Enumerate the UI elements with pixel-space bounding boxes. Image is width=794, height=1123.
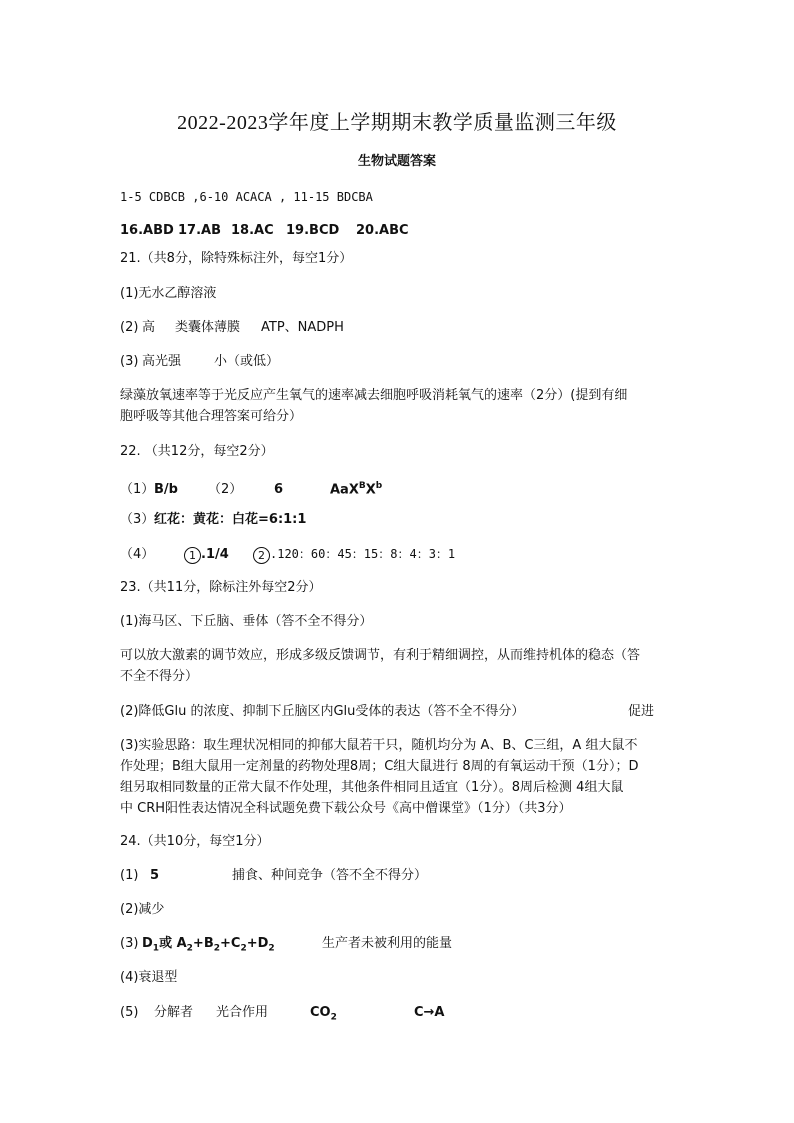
q22-answer-4: （4） 1 .1/4 2 .120：60：45：15：8：4：3：1: [120, 547, 456, 562]
q22-answer-3: （3）红花：黄花：白花=6:1:1: [120, 512, 307, 527]
q23-explanation-line-1: 可以放大激素的调节效应，形成多级反馈调节，有利于精细调控，从而维持机体的稳态（答: [120, 648, 641, 663]
page-subtitle: 生物试题答案: [357, 154, 436, 169]
genotype: $AaX^BX^b$: [330, 481, 383, 498]
q23-answer-3-line-3: 组另取相同数量的正常大鼠不作处理，其他条件相同且适宜（1分）。8周后检测 4组大鼠: [120, 780, 624, 795]
q23-answer-2: (2)降低Glu 的浓度、抑制下丘脑区内Glu受体的表达（答不全不得分） 促进: [120, 704, 655, 719]
q21-header: 21.（共8分，除特殊标注外，每空1分）: [120, 251, 353, 266]
q21-answer-1: (1)无水乙醇溶液: [120, 286, 217, 301]
mc-item: 19.BCD: [286, 223, 340, 238]
mc-answers-1-15: 1-5 CDBCB ,6-10 ACACA , 11-15 BDCBA: [120, 190, 373, 204]
q21-answer-3: (3) 高光强 小（或低）: [120, 354, 280, 369]
mc-item: 18.AC: [231, 223, 274, 238]
q23-answer-3-line-1: (3)实验思路：取生理状况相同的抑郁大鼠若干只，随机均分为 A、B、C三组，A 组大鼠不: [120, 738, 638, 753]
q22-answer-1: （1）B/b （2） 6 $AaX^BX^b$: [120, 477, 382, 499]
mc-item: 16.ABD: [120, 223, 174, 238]
q24-answer-1: (1) 5 捕食、种间竞争（答不全不得分）: [120, 868, 428, 883]
q23-answer-1: (1)海马区、下丘脑、垂体（答不全不得分）: [120, 614, 373, 629]
page-title: 2022-2023学年度上学期期末教学质量监测三年级: [177, 112, 617, 134]
q23-answer-3-line-4: 中 CRH阳性表达情况全科试题免费下载公众号《高中僧课堂》（1分）（共3分）: [120, 801, 572, 816]
q24-answer-3: (3) $D_1$或 $A_2+B_2+C_2+D_2$ 生产者未被利用的能量: [120, 935, 452, 958]
q21-explanation-line-1: 绿藻放氧速率等于光反应产生氧气的速率减去细胞呼吸消耗氧气的速率（2分）(提到有细: [120, 388, 628, 403]
q23-answer-3-line-2: 作处理；B组大鼠用一定剂量的药物处理8周；C组大鼠进行 8周的有氧运动干预（1分）；D: [120, 759, 639, 774]
q21-answer-2: (2) 高 类囊体薄膜 ATP、NADPH: [120, 320, 344, 335]
q24-header: 24.（共10分，每空1分）: [120, 834, 270, 849]
q23-header: 23.（共11分，除标注外每空2分）: [120, 580, 322, 595]
q24-answer-5: (5) 分解者 光合作用 $CO_2$ C→A: [120, 1004, 445, 1027]
mc-item: 20.ABC: [356, 223, 409, 238]
q21-explanation-line-2: 胞呼吸等其他合理答案可给分）: [120, 409, 303, 424]
q23-explanation-line-2: 不全不得分）: [120, 669, 199, 684]
circled-number-2: 2: [253, 547, 270, 564]
q24-answer-4: (4)衰退型: [120, 970, 178, 985]
mc-item: 17.AB: [178, 223, 221, 238]
energy-expression: $D_1$或 $A_2+B_2+C_2+D_2$: [142, 936, 275, 954]
circled-number-1: 1: [184, 547, 201, 564]
q24-answer-2: (2)减少: [120, 902, 165, 917]
mc-answers-16-20: [120, 222, 409, 240]
q22-header: 22. （共12分，每空2分）: [120, 444, 274, 459]
co2-formula: $CO_2$: [310, 1005, 337, 1023]
